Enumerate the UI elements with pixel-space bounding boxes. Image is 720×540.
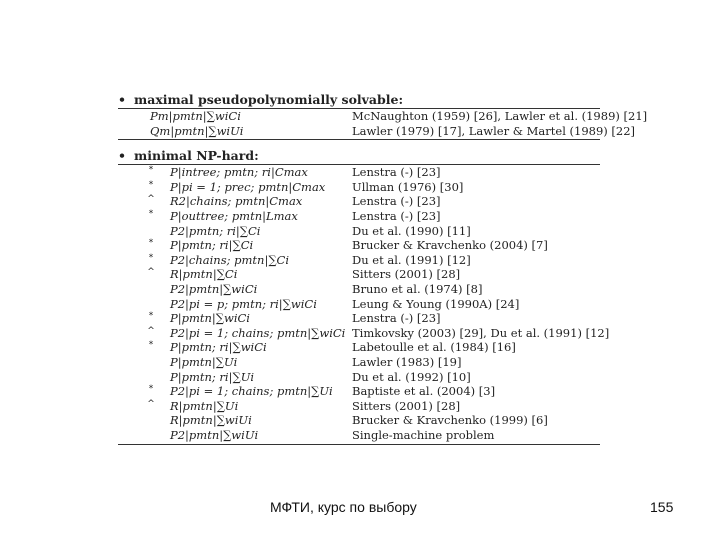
- table-row: [118, 325, 610, 340]
- problem-notation: P|pmtn; ri|∑Ci: [170, 238, 254, 253]
- complexity-mark: ^: [147, 194, 155, 205]
- reference-citation: McNaughton (1959) [26], Lawler et al. (1989) [21]: [352, 109, 648, 123]
- problem-notation: P|pmtn; ri|∑wiCi: [170, 340, 267, 355]
- section-heading-text: maximal pseudopolynomially solvable:: [134, 92, 404, 107]
- table-row: [118, 340, 600, 354]
- table-row: [118, 370, 600, 384]
- complexity-mark: *: [148, 384, 154, 395]
- reference-citation: Leung & Young (1990A) [24]: [352, 296, 520, 311]
- reference-citation: Lenstra (-) [23]: [352, 194, 441, 209]
- table-row: [118, 267, 600, 281]
- table-row: [118, 355, 600, 369]
- reference-citation: Sitters (2001) [28]: [352, 267, 461, 282]
- bullet-icon: •: [118, 92, 126, 107]
- problem-notation: P2|pmtn|∑wiCi: [170, 282, 258, 296]
- section-heading: [118, 92, 403, 107]
- problem-notation: R2|chains; pmtn|Cmax: [170, 194, 303, 209]
- problem-notation: P2|pmtn; ri|∑Ci: [170, 223, 261, 238]
- table-row: [118, 165, 600, 179]
- complexity-mark: ^: [147, 325, 155, 336]
- footer-caption: МФТИ, курс по выбору: [270, 499, 417, 515]
- reference-citation: Brucker & Kravchenko (1999) [6]: [352, 413, 548, 428]
- problem-notation: Pm|pmtn|∑wiCi: [150, 109, 241, 123]
- table-row: [118, 413, 600, 427]
- table-row: [118, 282, 600, 296]
- reference-citation: Labetoulle et al. (1984) [16]: [352, 340, 516, 355]
- table-row: [118, 180, 600, 194]
- problem-notation: P|pi = 1; prec; pmtn|Cmax: [170, 179, 326, 194]
- problem-notation: P2|pi = 1; chains; pmtn|∑wiCi: [170, 325, 346, 340]
- complexity-mark: *: [148, 209, 154, 219]
- complexity-mark: *: [148, 340, 154, 351]
- table-row: [118, 399, 600, 413]
- page-number: 155: [650, 499, 674, 515]
- reference-citation: Sitters (2001) [28]: [352, 398, 461, 413]
- reference-citation: Ullman (1976) [30]: [352, 179, 464, 194]
- table-row: [118, 253, 600, 267]
- table-row: [118, 123, 636, 138]
- reference-citation: Brucker & Kravchenko (2004) [7]: [352, 238, 548, 253]
- table-row: [118, 209, 600, 223]
- reference-citation: Du et al. (1991) [12]: [352, 252, 471, 267]
- complexity-mark: ^: [147, 398, 155, 409]
- problem-notation: P2|chains; pmtn|∑Ci: [170, 252, 290, 267]
- problem-notation: R|pmtn|∑Ui: [170, 398, 239, 413]
- table-row: [118, 238, 600, 252]
- problem-notation: P|pmtn; ri|∑Ui: [170, 369, 255, 384]
- reference-citation: Bruno et al. (1974) [8]: [352, 282, 483, 296]
- reference-citation: Du et al. (1990) [11]: [352, 223, 471, 238]
- table-row: [118, 311, 600, 325]
- complexity-mark: *: [148, 179, 154, 190]
- problem-notation: P2|pi = p; pmtn; ri|∑wiCi: [170, 296, 317, 311]
- complexity-mark: *: [148, 311, 154, 322]
- reference-citation: Lenstra (-) [23]: [352, 209, 441, 223]
- complexity-mark: *: [148, 252, 154, 263]
- table-row: [118, 109, 648, 123]
- section-heading-text: minimal NP-hard:: [134, 148, 259, 164]
- reference-citation: Lenstra (-) [23]: [352, 165, 441, 180]
- reference-citation: Lawler (1983) [19]: [352, 355, 462, 369]
- table-row: [118, 297, 600, 311]
- reference-citation: Lenstra (-) [23]: [352, 311, 441, 326]
- problem-notation: P|intree; pmtn; ri|Cmax: [170, 165, 308, 180]
- reference-citation: Baptiste et al. (2004) [3]: [352, 384, 496, 399]
- reference-citation: Timkovsky (2003) [29], Du et al. (1991) [12]: [352, 325, 610, 340]
- problem-notation: P|outtree; pmtn|Lmax: [170, 209, 298, 223]
- problem-notation: P2|pmtn|∑wiUi: [170, 428, 259, 442]
- table-row: [118, 224, 600, 238]
- bullet-icon: •: [118, 148, 126, 164]
- problem-notation: R|pmtn|∑Ci: [170, 267, 238, 282]
- problem-notation: P|pmtn|∑Ui: [170, 355, 238, 369]
- problem-notation: P2|pi = 1; chains; pmtn|∑Ui: [170, 384, 333, 399]
- table-row: [118, 194, 600, 208]
- reference-citation: Single-machine problem: [352, 428, 495, 442]
- table-row: [118, 384, 600, 398]
- section-heading: [118, 148, 259, 163]
- reference-citation: Du et al. (1992) [10]: [352, 369, 471, 384]
- complexity-mark: *: [148, 238, 154, 249]
- table-row: [118, 428, 600, 442]
- section-bottom-rule: [118, 444, 600, 445]
- complexity-mark: ^: [147, 267, 155, 278]
- complexity-mark: *: [148, 165, 154, 176]
- problem-notation: Qm|pmtn|∑wiUi: [150, 123, 244, 138]
- reference-citation: Lawler (1979) [17], Lawler & Martel (1989) [22]: [352, 123, 636, 138]
- problem-notation: P|pmtn|∑wiCi: [170, 311, 250, 326]
- problem-notation: R|pmtn|∑wiUi: [170, 413, 252, 428]
- section-bottom-rule: [118, 139, 600, 140]
